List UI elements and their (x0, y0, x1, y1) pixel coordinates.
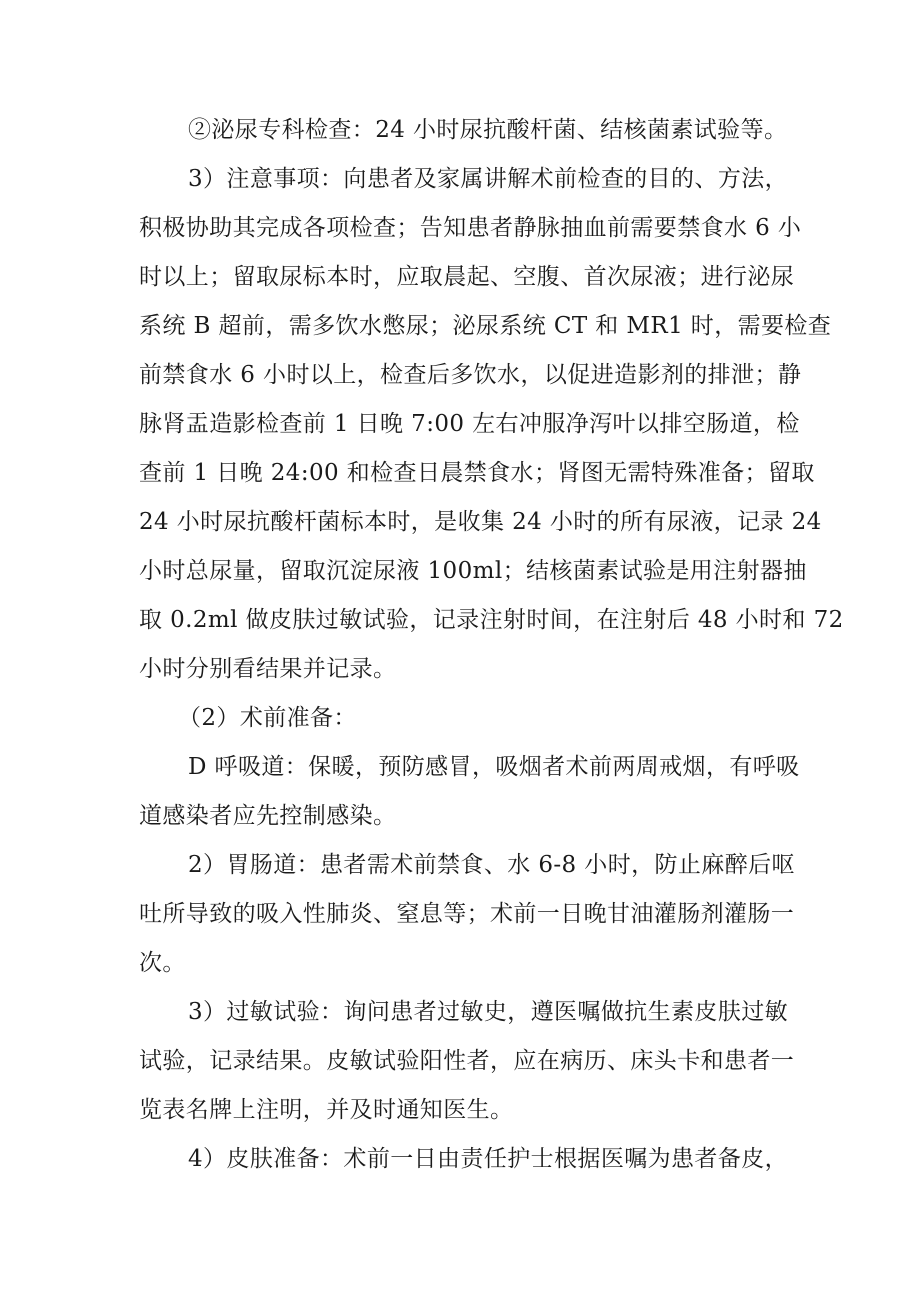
text-line: 查前 1 日晚 24:00 和检查日晨禁食水；肾图无需特殊准备；留取 (139, 460, 815, 486)
text-line: 脉肾盂造影检查前 1 日晚 7:00 左右冲服净泻叶以排空肠道，检 (139, 411, 800, 437)
text-line: 3）注意事项：向患者及家属讲解术前检查的目的、方法， (188, 166, 789, 192)
text-line: 小时总尿量，留取沉淀尿液 100ml；结核菌素试验是用注射器抽 (139, 558, 807, 584)
text-line: 览表名牌上注明，并及时通知医生。 (139, 1097, 514, 1123)
text-line: 3）过敏试验：询问患者过敏史，遵医嘱做抗生素皮肤过敏 (188, 999, 789, 1025)
text-line: ②泌尿专科检查：24 小时尿抗酸杆菌、结核菌素试验等。 (188, 117, 788, 143)
text-line: 试验，记录结果。皮敏试验阳性者，应在病历、床头卡和患者一 (139, 1048, 795, 1074)
section-heading: （2）术前准备： (178, 705, 357, 731)
text-line: 道感染者应先控制感染。 (139, 803, 397, 829)
text-line: 4）皮肤准备：术前一日由责任护士根据医嘱为患者备皮， (188, 1146, 789, 1172)
text-line: 2）胃肠道：患者需术前禁食、水 6-8 小时，防止麻醉后呕 (188, 852, 795, 878)
text-line: 24 小时尿抗酸杆菌标本时，是收集 24 小时的所有尿液，记录 24 (139, 509, 822, 535)
text-line: 前禁食水 6 小时以上，检查后多饮水，以促进造影剂的排泄；静 (139, 362, 802, 388)
text-line: 系统 B 超前，需多饮水憋尿；泌尿系统 CT 和 MR1 时，需要检查 (139, 313, 832, 339)
text-line: 取 0.2ml 做皮肤过敏试验，记录注射时间，在注射后 48 小时和 72 (139, 607, 844, 633)
text-line: D 呼吸道：保暖，预防感冒，吸烟者术前两周戒烟，有呼吸 (188, 754, 800, 780)
text-line: 积极协助其完成各项检查；告知患者静脉抽血前需要禁食水 6 小 (139, 215, 802, 241)
text-line: 吐所导致的吸入性肺炎、窒息等；术前一日晚甘油灌肠剂灌肠一 (139, 901, 795, 927)
text-line: 次。 (139, 950, 186, 976)
text-line: 时以上；留取尿标本时，应取晨起、空腹、首次尿液；进行泌尿 (139, 264, 795, 290)
text-line: 小时分别看结果并记录。 (139, 656, 397, 682)
